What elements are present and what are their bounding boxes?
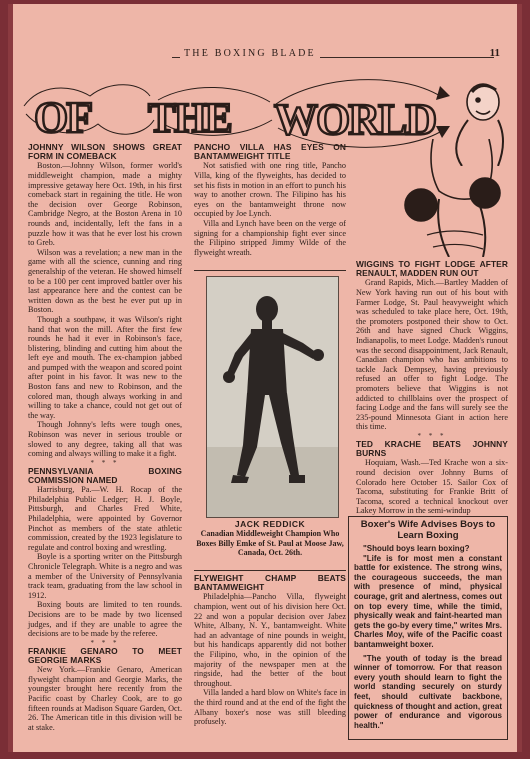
- headline-genaro: FRANKIE GENARO TO MEET GEORGIE MARKS: [28, 645, 182, 665]
- headline-villa: PANCHO VILLA HAS EYES ON BANTAMWEIGHT TITLE: [194, 142, 346, 162]
- paragraph: Hoquiam, Wash.—Ted Krache won a six-round decision over Johnny Burns of Colorado here October 15. Sailor Cox of Tacoma, substituting for Frankie Britt of Tacoma, scored a technical knockout over Lakey Morrow in the semi-windup: [356, 458, 508, 516]
- paragraph: Boxing bouts are limited to ten rounds. Decisions are to be made by two licensed judges, and if they are unable to agree the decisions are to be made by the referee.: [28, 600, 182, 639]
- sidebar-box: [348, 516, 508, 740]
- paragraph: Villa and Lynch have been on the verge of signing for a championship fight ever since the Filipino stripped Jimmy Wilde of the flyweight wreath.: [194, 218, 346, 257]
- caption-bottom-rule: [194, 570, 346, 571]
- paragraph: Boston.—Johnny Wilson, former world's middleweight champion, made a mighty impressive getaway here Oct. 19th, in his first comeback start in regaining the title. He won the decision over George Robinson, Cambridge Negro, at the Boston Arena in 10 rounds and, incidentally, left the fans in a puzzle how it was that he ever lost his crown to Greb.: [28, 161, 182, 248]
- page-left-edge: [8, 4, 13, 752]
- paragraph: Not satisfied with one ring title, Pancho Villa, king of the flyweights, has decided to set his fists in motion in an effort to punch his way to another crown. The Filipino has his eyes on the bantamweight throne now occupied by Joe Lynch.: [194, 161, 346, 219]
- caption-name: JACK REDDICK: [234, 519, 306, 529]
- paragraph: Boyle is a sporting writer on the Pittsburgh Chronicle Telegraph. White is a negro and was a member of the University of Pennsylvania track team, graduating from the law school in 1912.: [28, 552, 182, 600]
- banner-word-world: WORLD: [274, 95, 436, 144]
- boxer-photo: [206, 276, 339, 518]
- paragraph: Harrisburg, Pa.—W. H. Rocap of the Philadelphia Public Ledger; H. J. Boyle, Pittsburgh, and Charles Fred White, Philadelphia, were appointed by Governor Pinchot as members of the state athletic commission, created by the 1923 legislature to regulate and control boxing and wrestling.: [28, 485, 182, 552]
- separator: * * *: [90, 458, 120, 467]
- paragraph: "The youth of today is the bread winner of tomorrow. For that reason every youth should learn to fight the world standing securely on sturdy feet, should cultivate backbone, quickness of thought and action, great power of endurance and vigorous health.": [354, 653, 502, 730]
- paragraph: New York.—Frankie Genaro, American flyweight champion and Georgie Marks, the youngster brought here recently from the Pacific coast by Charley Cook, are to go fifteen rounds at Madison Square Garden, Oct. 26. The American title in this division will be at stake.: [28, 665, 182, 732]
- photo-caption: [194, 520, 346, 558]
- boxer-figure: [207, 277, 338, 517]
- column-2-top: [194, 143, 346, 257]
- paragraph: Wilson was a revelation; a new man in the game with all the science, cunning and ring generalship of the veteran. He showed himself to be a 100 per cent improved battler over his last appearance here and the contest can be written down as the best he ever put up in Boston.: [28, 247, 182, 315]
- headline-pennsylvania: PENNSYLVANIA BOXING COMMISSION NAMED: [28, 465, 182, 486]
- column-1: [28, 143, 182, 732]
- column-2-bottom: [194, 574, 346, 727]
- magazine-title: THE BOXING BLADE: [180, 48, 320, 59]
- headline-wilson: JOHNNY WILSON SHOWS GREAT FORM IN COMEBACK: [28, 142, 182, 162]
- paragraph: Though Johnny's lefts were tough ones, Robinson was never in serious trouble or slowed to any degree, taking all that was coming and always willing to make it a fight.: [28, 420, 182, 459]
- page-number: 11: [489, 47, 500, 59]
- magazine-page: [8, 4, 522, 752]
- headline-krache: TED KRACHE BEATS JOHNNY BURNS: [356, 438, 508, 459]
- photo-top-rule: [194, 270, 346, 271]
- banner-word-of: OF: [34, 93, 92, 142]
- paragraph: "Should boys learn boxing?: [363, 544, 470, 553]
- headline-flyweight: FLYWEIGHT CHAMP BEATS BANTAMWEIGHT: [194, 573, 346, 593]
- paragraph: "Life is for most men a constant battle for existence. The strong wins, the courageous succeeds, the man with presence of mind, physical courage, grit and alertness, comes out on top every time, while the timid, physically weak and faint-hearted man gets the go-by every time," writes Mrs. Charles Moy, wife of the Pacific coast bantamweight boxer.: [354, 553, 502, 649]
- paragraph: Philadelphia—Pancho Villa, flyweight champion, went out of his division here Oct. 22 and won a popular decision over Jabez White, Albany, N. Y., bantamweight. White had an advantage of nine pounds in weight, but his handicaps apparently did not bother the Filipino, who, in the opinion of the majority of the newspaper men at the ringside, had the better of the bout throughout.: [194, 592, 346, 688]
- banner-word-the: THE: [148, 96, 231, 142]
- column-3: [356, 260, 508, 516]
- sidebar-box-title: Boxer's Wife Advises Boys to Learn Boxing: [360, 519, 496, 541]
- paragraph: Villa landed a hard blow on White's face in the third round and at the end of the fight the Albany boxer's nose was still bleeding profusely.: [194, 688, 346, 727]
- paragraph: Though a southpaw, it was Wilson's right hand that won the mill. After the first few rounds he had it ever in Robinson's face, blistering, blinding and cutting him about the left eye and mouth. The ex-champion jabbed and pumped with the weapon and scored point after point in his favor. It was new to the Boston fans and new to Robinson, and the colored man, though always working in and willing to take a chance, could not get out of the way.: [28, 314, 182, 420]
- page-right-edge: [517, 4, 522, 752]
- headline-wiggins: WIGGINS TO FIGHT LODGE AFTER RENAULT, MADDEN RUN OUT: [356, 259, 508, 279]
- caption-text: Canadian Middleweight Champion Who Boxes Billy Emke of St. Paul at Moose Jaw, Canada, Oct. 26th.: [196, 529, 344, 558]
- separator: * * *: [417, 431, 447, 440]
- paragraph: Grand Rapids, Mich.—Bartley Madden of New York having run out of his bout with Farmer Lodge, St. Paul heavyweight which was scheduled to take place here, Oct. 19th, the promoters postponed their show to Oct. 26th and have signed Chuck Wiggins, Indianapolis, to meet Lodge. Madden's runout was the second disappointment, Jack Renault, Canadian champion who has ambitions to tackle Jack Dempsey, having previously refused an offer to fight Lodge. The promoters believe that Wiggins is not addicted to chillblains over the prospect of facing Lodge and the fans will surely see the 235-pound Minnesota Giant in action here this time.: [356, 278, 508, 432]
- separator: * * *: [90, 638, 120, 647]
- boxer-cartoon-body: [403, 139, 515, 257]
